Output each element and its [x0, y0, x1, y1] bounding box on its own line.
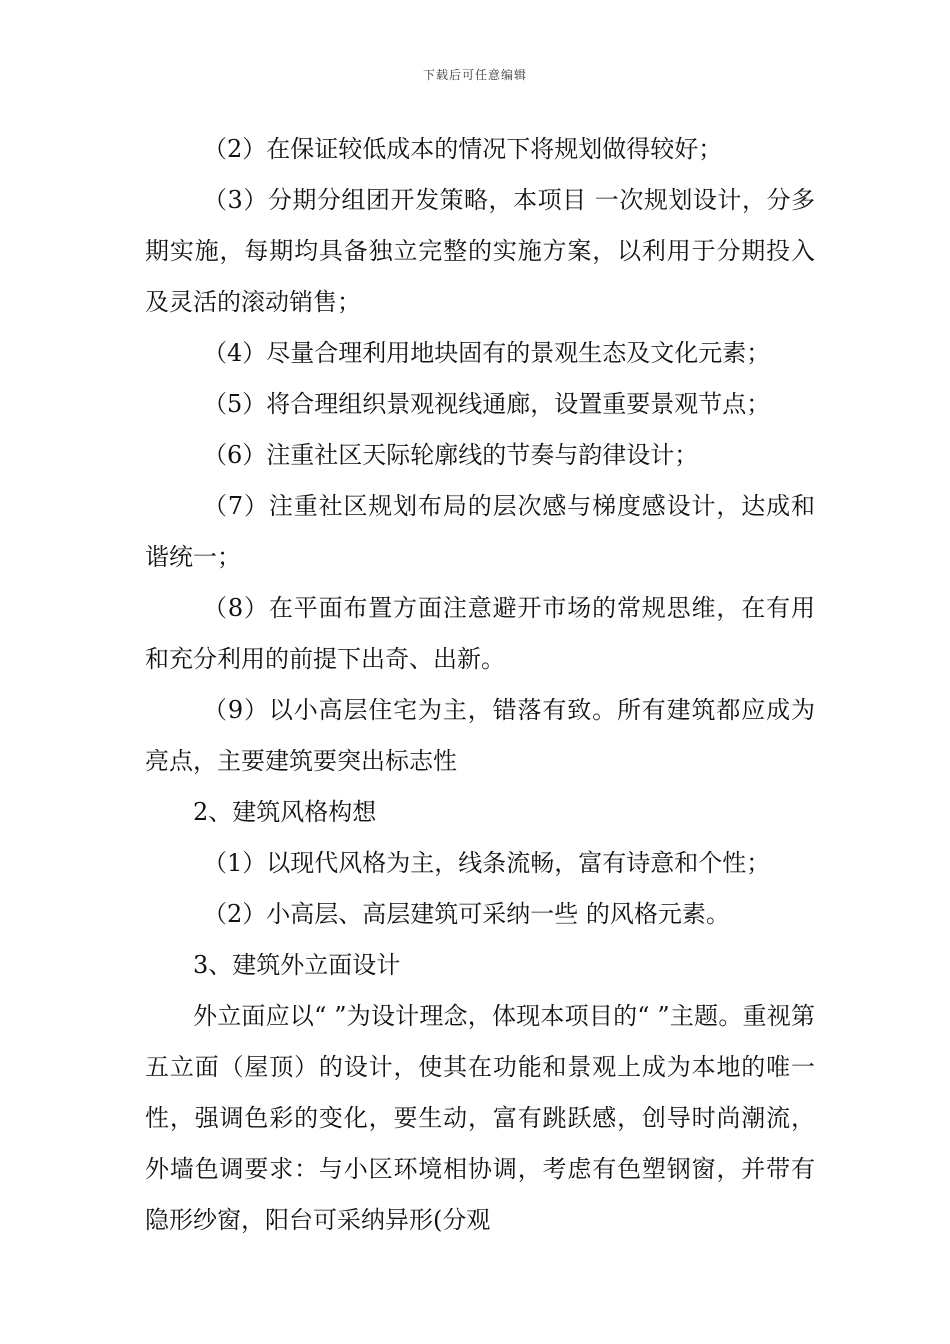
- page-header: 下载后可任意编辑: [422, 68, 527, 82]
- document-body: [145, 124, 815, 1246]
- paragraph-item-6: （6）注重社区天际轮廓线的节奏与韵律设计；: [203, 441, 699, 469]
- facade-design-paragraph: 外立面应以“ ”为设计理念，体现本项目的“ ”主题。重视第五立面（屋顶）的设计，使其在功能和景观上成为本地的唯一性，强调色彩的变化，要生动，富有跳跃感，创导时尚潮流，外墙色调要求：与小区环境相协调，考虑有色塑钢窗，并带有隐形纱窗，阳台可采纳异形(分观: [145, 1002, 815, 1234]
- style-item-1: （1）以现代风格为主，线条流畅，富有诗意和个性；: [203, 849, 771, 877]
- paragraph-item-5: （5）将合理组织景观视线通廊，设置重要景观节点；: [203, 390, 771, 418]
- paragraph-item-9: （9）以小高层住宅为主，错落有致。所有建筑都应成为亮点，主要建筑要突出标志性: [145, 696, 815, 775]
- paragraph-item-2: （2）在保证较低成本的情况下将规划做得较好；: [203, 135, 723, 163]
- section-heading-architecture-style: 2、建筑风格构想: [193, 798, 377, 826]
- paragraph-item-3: （3）分期分组团开发策略，本项目 一次规划设计，分多期实施，每期均具备独立完整的实施方案，以利用于分期投入及灵活的滚动销售；: [145, 186, 815, 316]
- paragraph-item-7: （7）注重社区规划布局的层次感与梯度感设计，达成和谐统一；: [145, 492, 815, 571]
- style-item-2: （2）小高层、高层建筑可采纳一些 的风格元素。: [203, 900, 730, 928]
- paragraph-item-8: （8）在平面布置方面注意避开市场的常规思维，在有用和充分利用的前提下出奇、出新。: [145, 594, 815, 673]
- paragraph-item-4: （4）尽量合理利用地块固有的景观生态及文化元素；: [203, 339, 771, 367]
- section-heading-facade-design: 3、建筑外立面设计: [193, 951, 401, 979]
